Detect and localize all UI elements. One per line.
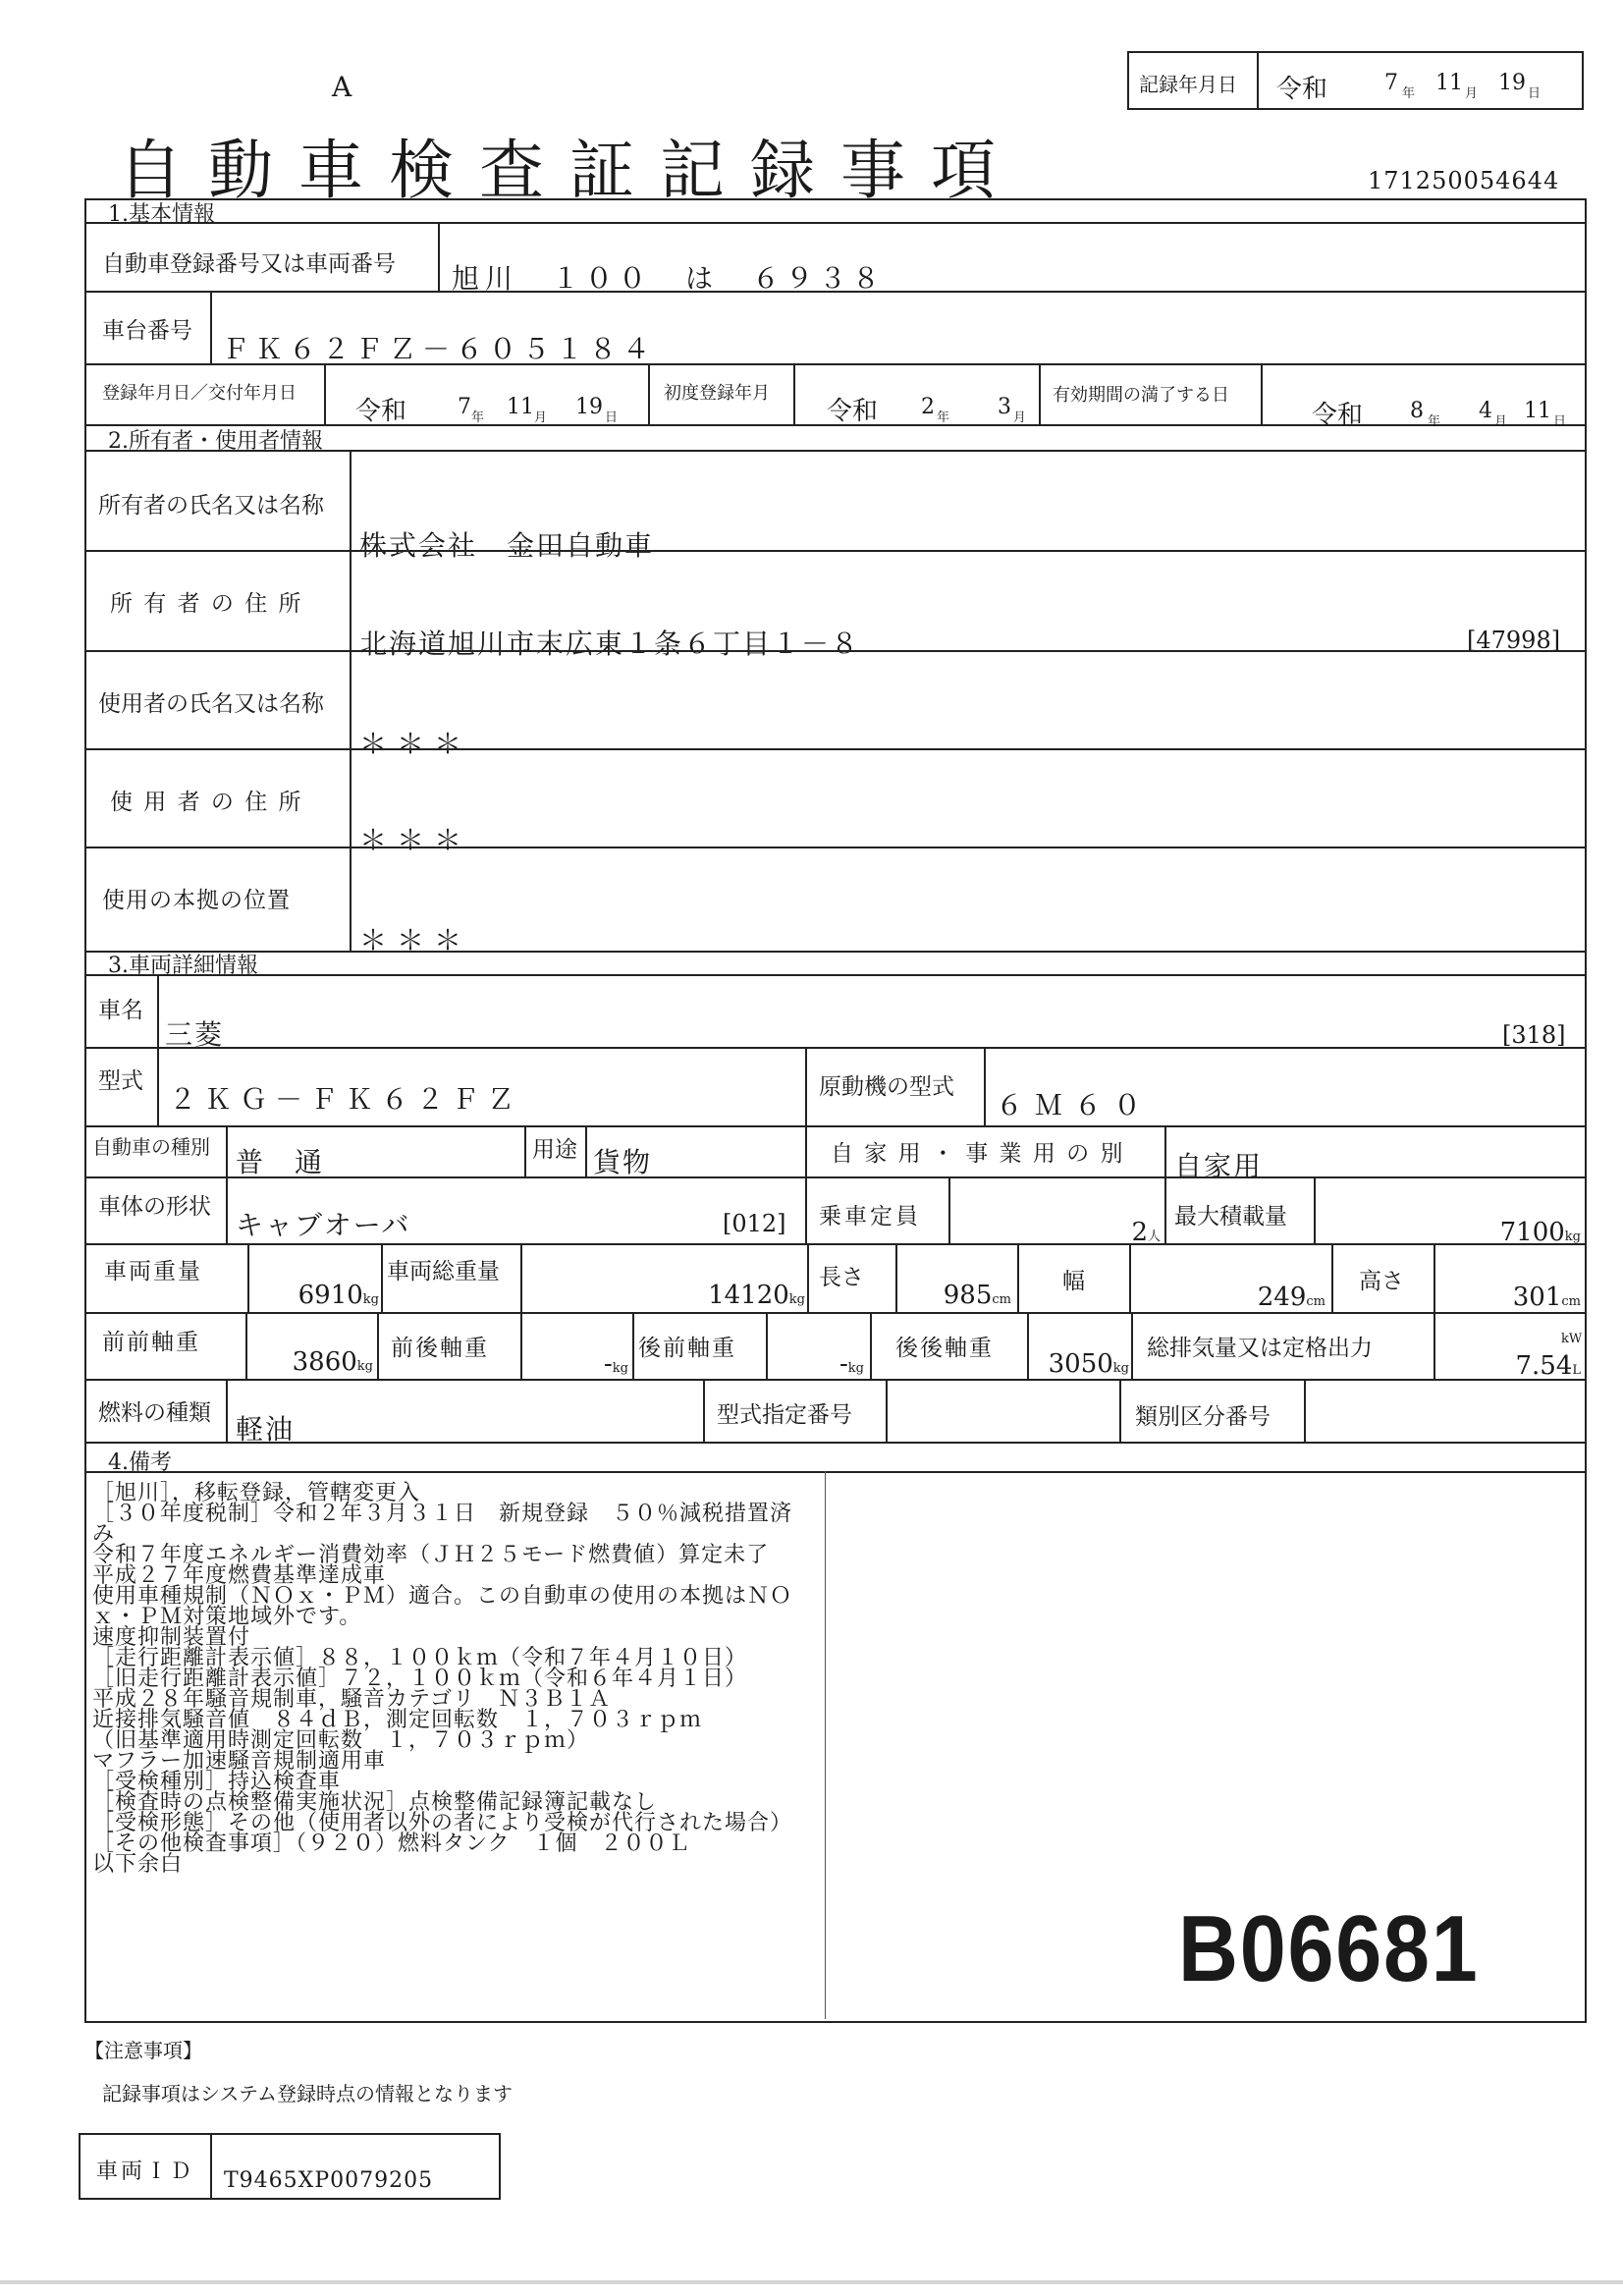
type-designation-label: 型式指定番号 bbox=[717, 1402, 852, 1428]
expiry-label: 有効期間の満了する日 bbox=[1053, 385, 1229, 406]
base-location: ＊＊＊ bbox=[359, 924, 472, 957]
remark-line: ［受検形態］その他（使用者以外の者により受検が代行された場合） bbox=[92, 1811, 793, 1835]
length-label: 長さ bbox=[819, 1265, 864, 1290]
gross-label: 車両総重量 bbox=[387, 1259, 500, 1285]
base-label: 使用の本拠の位置 bbox=[102, 888, 291, 913]
form-mark: A bbox=[332, 71, 352, 103]
private-or-business: 自家用 bbox=[1174, 1150, 1264, 1182]
width-label: 幅 bbox=[1062, 1269, 1085, 1294]
section4-title: 4.備考 bbox=[108, 1450, 172, 1475]
remark-line: ［その他検査事項］（９２０）燃料タンク １個 ２００Ｌ bbox=[92, 1831, 691, 1856]
engine-label: 原動機の型式 bbox=[819, 1074, 954, 1100]
expiry-day: 11 bbox=[1524, 399, 1551, 423]
record-date-day: 19 bbox=[1498, 71, 1526, 95]
remark-line: ｘ・ＰＭ対策地域外です。 bbox=[92, 1605, 362, 1629]
remark-line: ［受検種別］持込検査車 bbox=[92, 1770, 342, 1794]
record-date-year: 7 bbox=[1384, 71, 1398, 95]
engine-model: ６Ｍ６０ bbox=[996, 1089, 1154, 1121]
owner-address-label: 所 有 者 の 住 所 bbox=[110, 591, 303, 617]
owner-name: 株式会社 金田自動車 bbox=[359, 529, 655, 562]
width: 249cm bbox=[1257, 1283, 1325, 1312]
owner-name-label: 所有者の氏名又は名称 bbox=[98, 493, 324, 519]
expiry-era: 令和 bbox=[1312, 401, 1364, 430]
remark-line: ［旧走行距離計表示値］７２，１００ｋｍ（令和６年４月１日） bbox=[92, 1667, 748, 1691]
first-reg-month: 3 bbox=[998, 395, 1011, 419]
user-address: ＊＊＊ bbox=[359, 824, 472, 856]
remark-line: み bbox=[92, 1522, 116, 1547]
vehicle-kind: 普 通 bbox=[236, 1146, 325, 1178]
caution-text: 記録事項はシステム登録時点の情報となります bbox=[102, 2082, 513, 2105]
remark-line: 近接排気騒音値 ８４ｄＢ，測定回転数 １，７０３ｒｐｍ bbox=[92, 1708, 703, 1732]
reg-date-day: 19 bbox=[575, 395, 603, 419]
body-shape: キャブオーバ bbox=[236, 1209, 411, 1241]
record-date-month: 11 bbox=[1435, 71, 1463, 95]
remark-line: （旧基準適用時測定回転数 １，７０３ｒｐｍ） bbox=[92, 1728, 590, 1753]
private-label: 自 家 用 ・ 事 業 用 の 別 bbox=[831, 1141, 1125, 1167]
rr-axle: 3050kg bbox=[1048, 1349, 1129, 1379]
remark-line: 平成２７年度燃費基準達成車 bbox=[92, 1563, 387, 1588]
height-label: 高さ bbox=[1359, 1269, 1404, 1294]
owner-address: 北海道旭川市末広東１条６丁目１－８ bbox=[359, 628, 861, 660]
displacement: 7.54L bbox=[1515, 1351, 1581, 1381]
document-number: 171250054644 bbox=[1368, 167, 1560, 194]
record-date-label: 記録年月日 bbox=[1139, 73, 1237, 96]
remark-line: マフラー加速騒音規制適用車 bbox=[92, 1749, 387, 1774]
use: 貨物 bbox=[593, 1146, 653, 1178]
rf-axle: -kg bbox=[839, 1349, 864, 1379]
model-label: 型式 bbox=[98, 1068, 143, 1094]
remark-line: ［走行距離計表示値］８８，１００ｋｍ（令和７年４月１０日） bbox=[92, 1646, 748, 1670]
stamp-code: B06681 bbox=[1178, 1896, 1480, 2001]
document-title: 自動車検査証記録事項 bbox=[118, 133, 1021, 208]
reg-number-label: 自動車登録番号又は車両番号 bbox=[102, 251, 396, 277]
fuel-type: 軽油 bbox=[236, 1413, 296, 1446]
vehicle-id-box bbox=[79, 2133, 501, 2200]
vehicle-weight: 6910kg bbox=[298, 1281, 379, 1310]
fr-axle-label: 前後軸重 bbox=[391, 1336, 489, 1361]
reg-number: 旭川 １００ は ６９３８ bbox=[452, 262, 887, 295]
fr-axle: -kg bbox=[604, 1349, 628, 1379]
make: 三菱 bbox=[165, 1018, 225, 1051]
scan-edge-line bbox=[0, 2280, 1623, 2284]
make-code: [318] bbox=[1502, 1021, 1566, 1049]
model: ２ＫＧ－ＦＫ６２ＦＺ bbox=[169, 1083, 523, 1116]
ff-axle-label: 前前軸重 bbox=[102, 1330, 200, 1355]
chassis-label: 車台番号 bbox=[102, 318, 192, 344]
first-reg-era: 令和 bbox=[827, 397, 879, 426]
fuel-label: 燃料の種類 bbox=[98, 1400, 211, 1426]
weight-label: 車両重量 bbox=[104, 1259, 202, 1285]
remark-line: ［旭川］，移転登録，管轄変更入 bbox=[92, 1481, 421, 1505]
section2-title: 2.所有者・使用者情報 bbox=[108, 429, 323, 454]
section1-title: 1.基本情報 bbox=[108, 202, 215, 227]
use-label: 用途 bbox=[532, 1137, 577, 1163]
first-reg-label: 初度登録年月 bbox=[664, 383, 770, 404]
user-name: ＊＊＊ bbox=[359, 728, 472, 760]
rr-axle-label: 後後軸重 bbox=[895, 1336, 994, 1361]
caution-title: 【注意事項】 bbox=[84, 2039, 202, 2062]
remark-line: ［３０年度税制］令和２年３月３１日 新規登録 ５０％減税措置済 bbox=[92, 1502, 793, 1526]
chassis-number: ＦＫ６２ＦＺ－６０５１８４ bbox=[222, 333, 657, 365]
category-label: 類別区分番号 bbox=[1135, 1404, 1271, 1430]
vehicle-id: T9465XP0079205 bbox=[224, 2168, 434, 2193]
record-date-box: 記録年月日 令和 7 年 11 月 19 日 bbox=[1127, 51, 1584, 110]
section3-title: 3.車両詳細情報 bbox=[108, 954, 258, 978]
reg-date-label: 登録年月日／交付年月日 bbox=[102, 383, 297, 404]
height: 301cm bbox=[1512, 1283, 1581, 1312]
rf-axle-label: 後前軸重 bbox=[638, 1336, 736, 1361]
remark-line: 使用車種規制（ＮＯｘ・ＰＭ）適合。この自動車の使用の本拠はＮＯ bbox=[92, 1584, 793, 1609]
max-load-label: 最大積載量 bbox=[1174, 1204, 1287, 1230]
remark-line: 令和７年度エネルギー消費効率（ＪＨ２５モード燃費値）算定未了 bbox=[92, 1543, 770, 1567]
length: 985cm bbox=[943, 1281, 1011, 1310]
user-name-label: 使用者の氏名又は名称 bbox=[98, 691, 324, 717]
reg-date-era: 令和 bbox=[355, 397, 407, 426]
max-load: 7100kg bbox=[1499, 1218, 1581, 1247]
record-date-era: 令和 bbox=[1276, 75, 1328, 104]
body-code: [012] bbox=[723, 1210, 786, 1237]
remark-line: 平成２８年騒音規制車，騒音カテゴリ Ｎ３Ｂ１Ａ bbox=[92, 1687, 612, 1712]
kind-label: 自動車の種別 bbox=[92, 1135, 210, 1159]
remark-line: ［検査時の点検整備実施状況］点検整備記録簿記載なし bbox=[92, 1790, 658, 1815]
ff-axle: 3860kg bbox=[292, 1347, 373, 1377]
first-reg-year: 2 bbox=[921, 395, 935, 419]
owner-address-code: [47998] bbox=[1467, 627, 1561, 654]
expiry-month: 4 bbox=[1479, 399, 1492, 423]
remark-line: 以下余白 bbox=[92, 1852, 184, 1877]
make-label: 車名 bbox=[98, 998, 143, 1023]
user-address-label: 使 用 者 の 住 所 bbox=[110, 790, 303, 815]
capacity-label: 乗車定員 bbox=[819, 1204, 921, 1230]
vehicle-id-label: 車両ＩＤ bbox=[96, 2159, 195, 2184]
expiry-year: 8 bbox=[1410, 399, 1424, 423]
remarks-block bbox=[92, 1483, 792, 1875]
reg-date-year: 7 bbox=[458, 395, 471, 419]
capacity: 2人 bbox=[1131, 1218, 1161, 1247]
reg-date-month: 11 bbox=[507, 395, 534, 419]
remark-line: 速度抑制装置付 bbox=[92, 1625, 251, 1650]
body-label: 車体の形状 bbox=[98, 1194, 211, 1220]
displacement-label: 総排気量又は定格出力 bbox=[1147, 1336, 1373, 1361]
gross-weight: 14120kg bbox=[708, 1281, 805, 1310]
